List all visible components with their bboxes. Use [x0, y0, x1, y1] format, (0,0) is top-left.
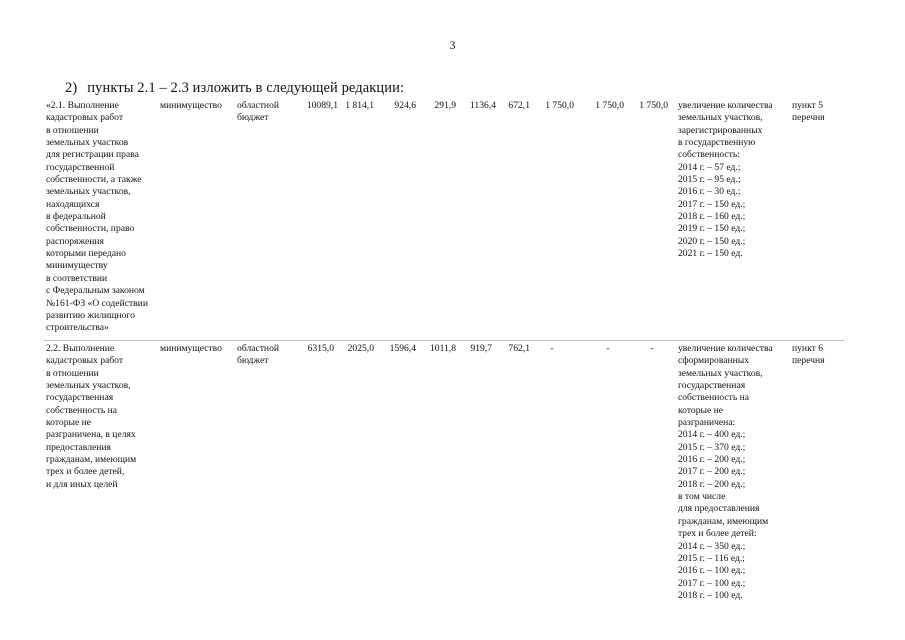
value-2019: 1 750,0: [545, 100, 574, 111]
value-2019: -: [550, 343, 554, 354]
heading-text: пункты 2.1 – 2.3 изложить в следующей редакции:: [87, 80, 405, 96]
executor: минимущество: [160, 343, 222, 354]
value-2014: 2025,0: [347, 343, 374, 354]
measure-name: 2.2. Выполнение кадастровых работ в отношении земельных участков, государственная собственность на которые не разграничена, в целях предоставления гражданам, имеющим трех и более детей, и для иных целей: [46, 343, 137, 490]
row-divider: [44, 340, 844, 341]
value-2021: 1 750,0: [639, 100, 668, 111]
value-2017: 919,7: [470, 343, 492, 354]
value-2018: 762,1: [508, 343, 530, 354]
value-2017: 1136,4: [469, 100, 496, 111]
list-reference: пункт 6 перечня: [792, 343, 825, 367]
value-2016: 1011,8: [429, 343, 456, 354]
funding-source: областной бюджет: [237, 343, 280, 367]
value-2016: 291,9: [434, 100, 456, 111]
value-2018: 672,1: [508, 100, 530, 111]
value-2020: -: [606, 343, 610, 354]
value-total: 6315,0: [307, 343, 334, 354]
list-reference: пункт 5 перечня: [792, 100, 825, 124]
value-2014: 1 814,1: [345, 100, 374, 111]
page-number: 3: [449, 38, 456, 52]
value-2015: 1596,4: [389, 343, 416, 354]
value-2015: 924,6: [394, 100, 416, 111]
executor: минимущество: [160, 100, 222, 111]
value-2020: 1 750,0: [595, 100, 624, 111]
expected-result: увеличение количества земельных участков, зарегистрированных в государственную собственность: 2014 г. – 57 ед.; 2015 г. – 95 ед.; 2016 г. – 30 ед.; 2017 г. – 150 ед.; 2018 г. – 160 ед.; 2019 г. – 150 ед.; 2020 г. – 150 ед.; 2021 г. – 150 ед.: [678, 100, 773, 260]
expected-result: увеличение количества сформированных земельных участков, государственная собственность на которые не разграничена: 2014 г. – 400 ед.; 2015 г. – 370 ед.; 2016 г. – 200 ед.; 2017 г. – 200 ед.; 2018 г. – 200 ед.; в том числе для предоставления гражданам, имеющим трех и более детей: 2014 г. – 350 ед.; 2015 г. – 116 ед.; 2016 г. – 100 ед.; 2017 г. – 100 ед.; 2018 г. – 100 ед.: [678, 343, 773, 601]
value-2021: -: [650, 343, 654, 354]
section-heading: [65, 80, 404, 97]
heading-number: 2): [65, 80, 78, 96]
funding-source: областной бюджет: [237, 100, 280, 124]
measure-name: «2.1. Выполнение кадастровых работ в отношении земельных участков для регистрации права государственной собственности, а также земельных участков, находящихся в федеральной собственности, право распоряжения которыми передано минимуществу в соответствии с Федеральным законом №161-ФЗ «О содействии развитию жилищного строительства»: [46, 100, 148, 334]
value-total: 10089,1: [306, 100, 338, 111]
